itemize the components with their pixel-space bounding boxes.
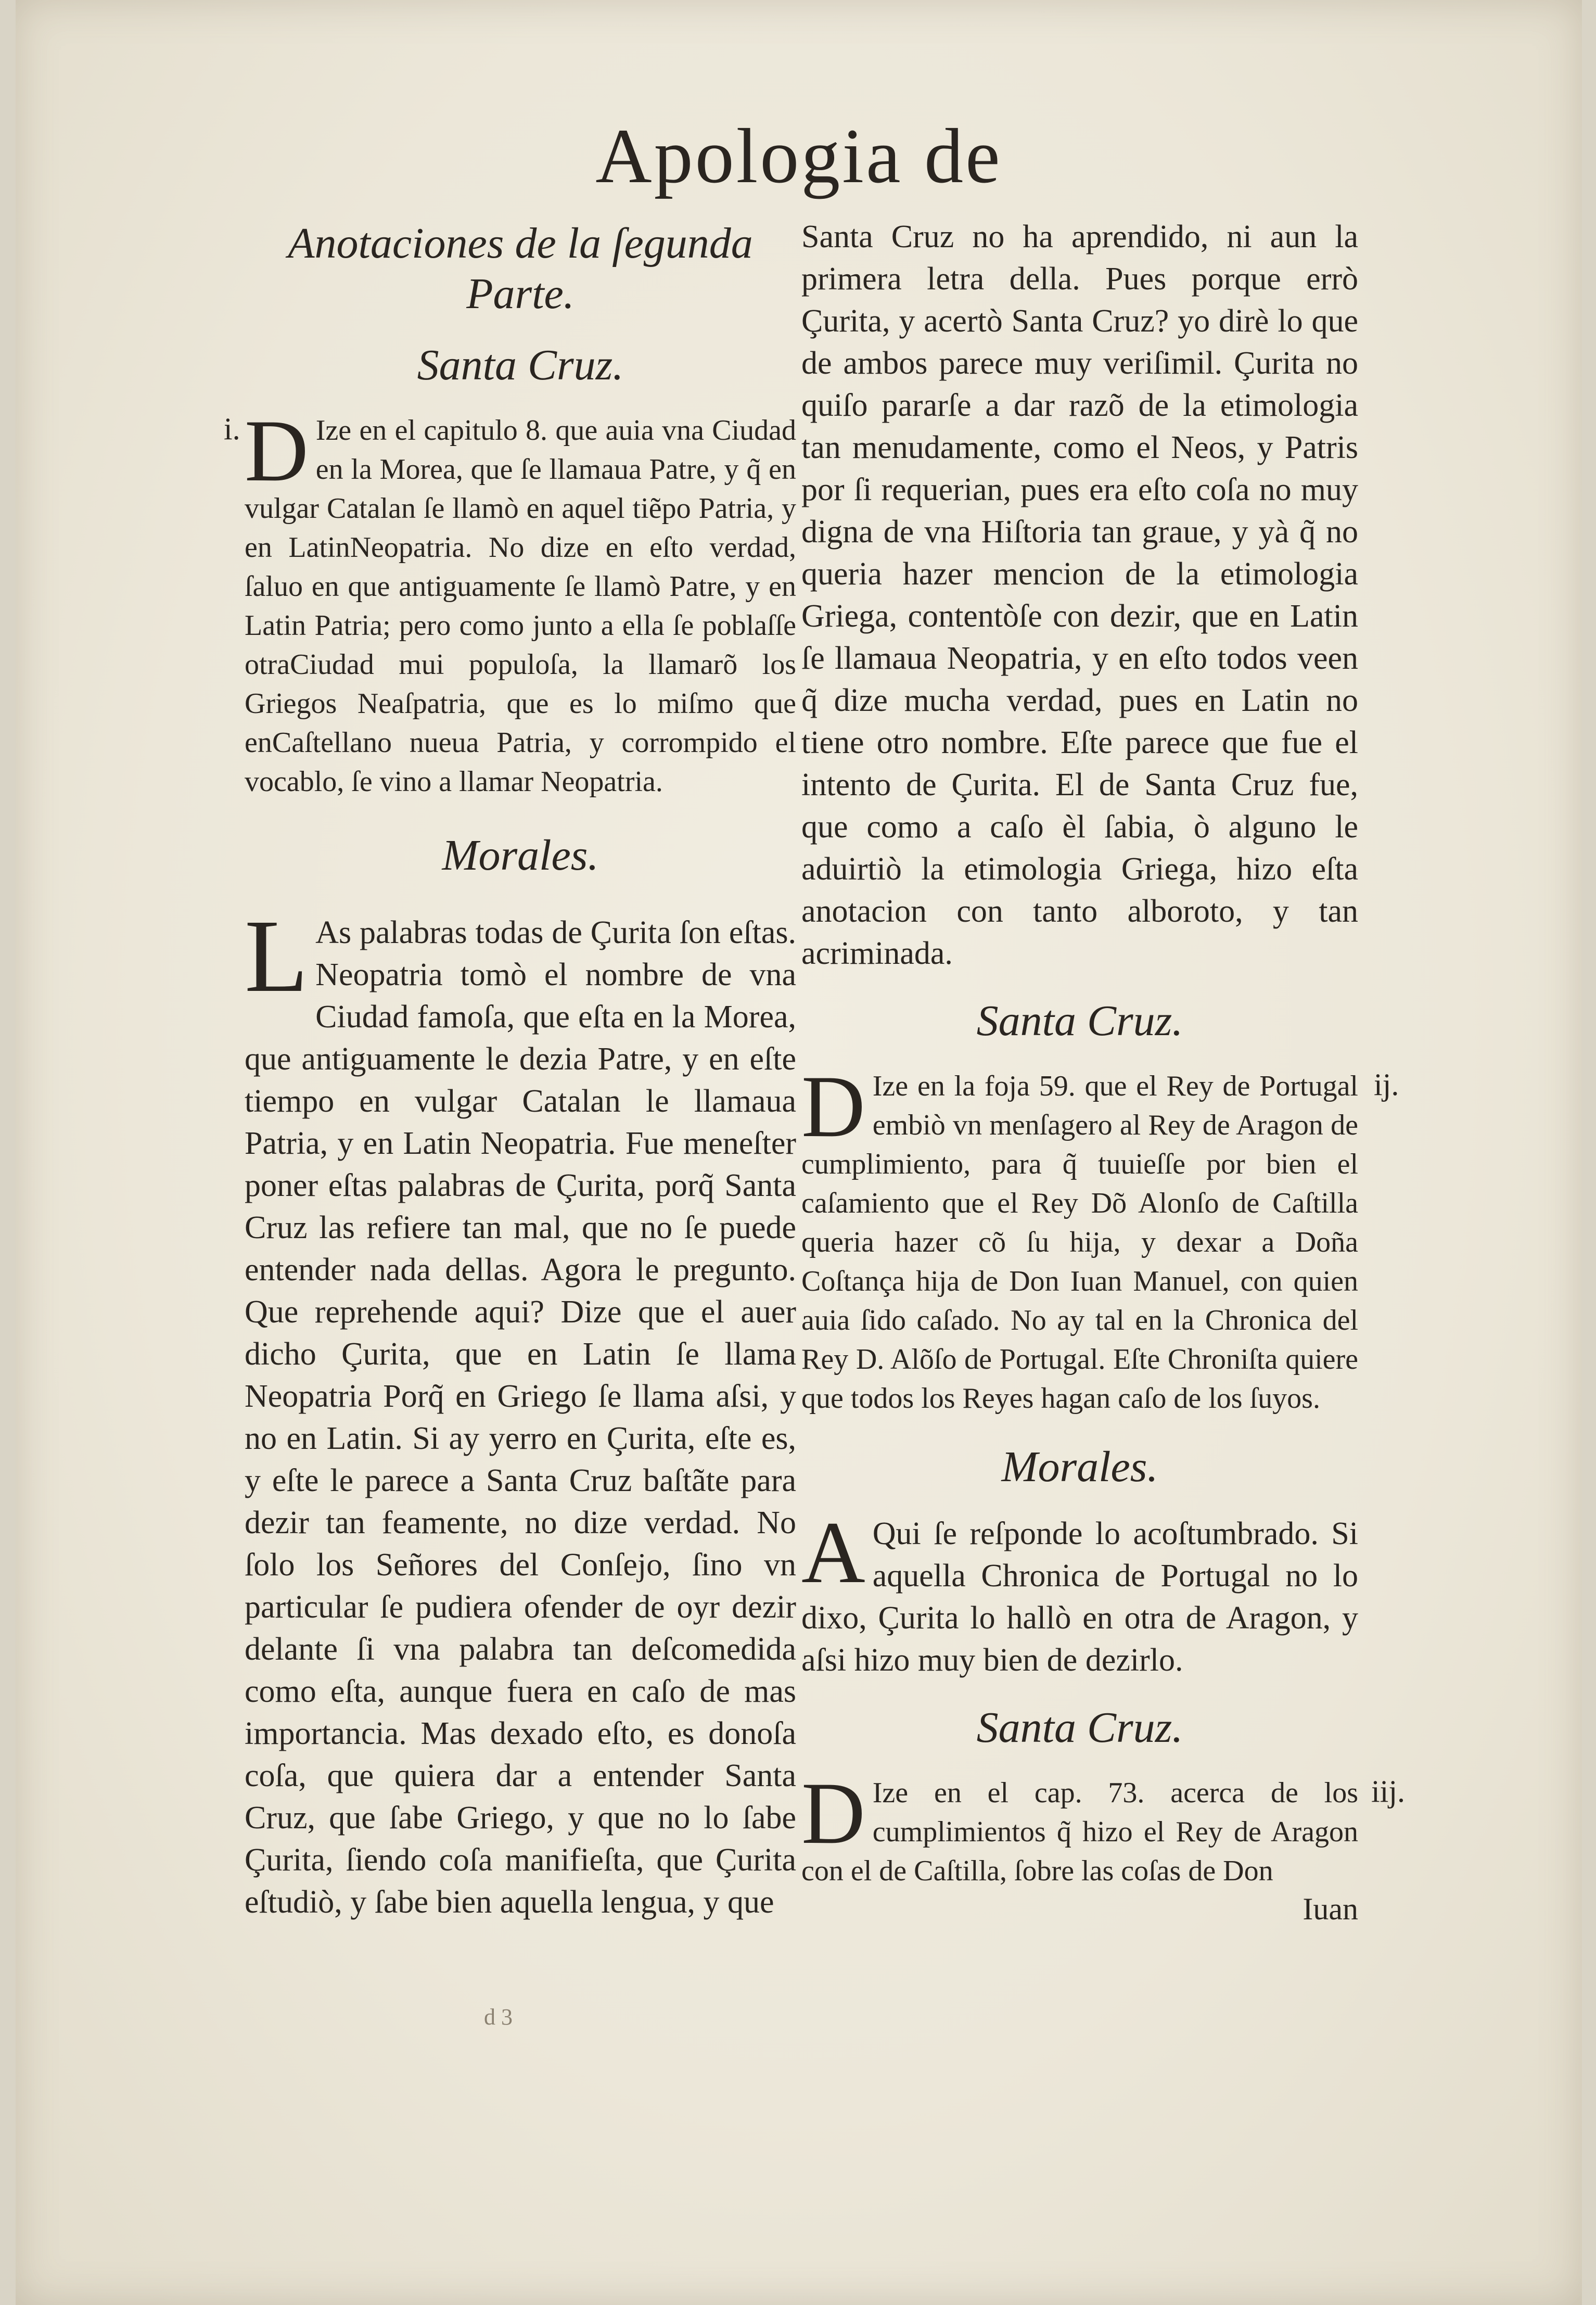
morales-2-body: Qui ſe reſponde lo acoſtumbrado. Si aquella Chronica de Portugal no lo dixo, Çurita lo hallò en otra de Aragon, y aſsi hizo muy bien de dezirlo. [801,1516,1358,1678]
entry-iii-body: Ize en el cap. 73. acerca de los cumplimientos q̃ hizo el Rey de Aragon con el de Caſtilla, ſobre las coſas de Don [801,1777,1358,1887]
heading-morales-2: Morales. [1001,1443,1158,1491]
heading-santa-cruz-3: Santa Cruz. [976,1703,1183,1752]
heading-morales-1: Morales. [442,831,599,880]
document-page [16,0,1582,2305]
entry-iii-text [801,1764,1358,1891]
entry-ii [801,1058,1399,1418]
dropcap-a: A [801,1504,865,1601]
entry-i [224,402,796,801]
entry-i-body: Ize en el capitulo 8. que auia vna Ciudad en la Morea, que ſe llamaua Patre, y q̃ en vulgar Catalan ſe llamò en aquel tiẽpo Patria, y en LatinNeopatria. No dize en eſto verdad, ſaluo en que antiguamente ſe llamò Patre, y en Latin Patria; pero como junto a ella ſe poblaſſe otraCiudad mui populoſa, la llamarõ los Griegos Neaſpatria, que es lo miſmo que enCaſtellano nueua Patria, y corrompido el vocablo, ſe vino a llamar Neopatria. [245,414,796,798]
left-column [224,219,796,1924]
continuation-text: Santa Cruz no ha aprendido, ni aun la primera letra della. Pues porque errò Çurita, y acertò Santa Cruz? yo dirè lo que de ambos parece muy veriſimil. Çurita no quiſo pararſe a dar razõ de la etimologia tan menudamente, como el Neos, y Patris por ſi requerian, pues era eſto coſa no muy digna de vna Hiſtoria tan graue, y yà q̃ no queria hazer mencion de la etimologia Griega, contentòſe con dezir, que en Latin ſe llamaua Neopatria, y en eſto todos veen q̃ dize mucha verdad, pues en Latin no tiene otro nombre. Eſte parece que fue el intento de Çurita. El de Santa Cruz fue, que como a caſo èl ſabia, ò alguno le aduirtiò la etimologia Griega, hizo eſta anotacion con tanto alboroto, y tan acriminada. [801,219,1358,971]
signature-mark: d 3 [484,2004,513,2030]
margin-number-ii: ij. [1374,1067,1399,1102]
morales-1-text [245,899,796,1924]
entry-i-text [245,402,796,801]
morales-2-text [801,1504,1358,1682]
right-column [801,216,1406,1927]
dropcap-d-2: D [801,1058,865,1155]
running-head: Apologia de [595,113,1002,199]
catchword: Iuan [1303,1892,1358,1926]
heading-santa-cruz-1: Santa Cruz. [417,341,624,390]
section-title: Anotaciones de la ſegunda Parte. [288,219,753,318]
entry-iii [801,1764,1406,1891]
entry-ii-body: Ize en la foja 59. que el Rey de Portugal embiò vn menſagero al Rey de Aragon de cumplimiento, para q̃ tuuieſſe por bien el caſamiento que el Rey Dõ Alonſo de Caſtilla queria hazer cõ ſu hija, y dexar a Doña Coſtança hija de Don Iuan Manuel, con quien auia ſido caſado. No ay tal en la Chronica del Rey D. Alõſo de Portugal. Eſte Chroniſta quiere que todos los Reyes hagan caſo de los ſuyos. [801,1070,1358,1415]
margin-number-iii: iij. [1371,1774,1406,1809]
dropcap-d-3: D [801,1764,865,1862]
heading-santa-cruz-2: Santa Cruz. [976,997,1183,1045]
entry-ii-text [801,1058,1358,1418]
morales-1-body: As palabras todas de Çurita ſon eſtas. Neopatria tomò el nombre de vna Ciudad famoſa, que eſta en la Morea, que antiguamente le dezia Patre, y en eſte tiempo en vulgar Catalan le llamaua Patria, y en Latin Neopatria. Fue meneſter poner eſtas palabras de Çurita, porq̃ Santa Cruz las refiere tan mal, que no ſe puede entender nada dellas. Agora le pregunto. Que reprehende aqui? Dize que el auer dicho Çurita, que en Latin ſe llama Neopatria Porq̃ en Griego ſe llama aſsi, y no en Latin. Si ay yerro en Çurita, eſte es, y eſte le parece a Santa Cruz baſtãte para dezir tan feamente, no dize verdad. No ſolo los Señores del Conſejo, ſino vn particular ſe pudiera ofender de oyr dezir delante ſi vna palabra tan deſcomedida como eſta, aunque fuera en caſo de mas importancia. Mas dexado eſto, es donoſa coſa, que quiera dar a entender Santa Cruz, que ſabe Griego, y que no lo ſabe Çurita, ſiendo coſa manifieſta, que Çurita eſtudiò, y ſabe bien aquella lengua, y que [245,915,796,1920]
dropcap-d: D [245,402,309,500]
dropcap-l: L [245,899,309,1014]
margin-number-i: i. [224,412,240,447]
